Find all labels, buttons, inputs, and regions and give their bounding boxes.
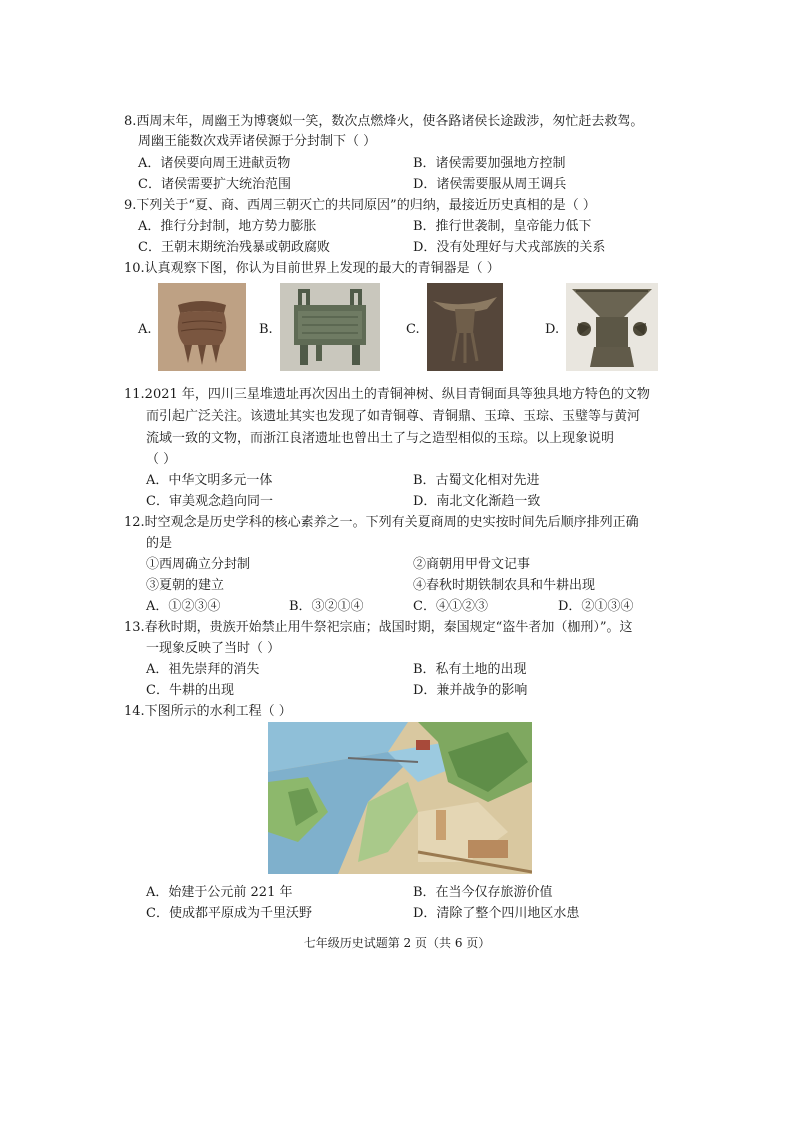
q13-option-a: A．祖先崇拜的消失 xyxy=(146,662,260,677)
q10-option-c-label: C. xyxy=(406,322,420,337)
q11-stem-line1: 11.2021 年，四川三星堆遗址再次因出土的青铜神树、纵目青铜面具等独具地方特色的文物 xyxy=(124,387,650,402)
bronze-jue-image xyxy=(427,283,503,371)
bronze-li-vessel-image xyxy=(158,283,246,371)
q11-stem-line4: （ ） xyxy=(146,452,177,467)
q13-stem-line1: 13.春秋时期，贵族开始禁止用牛祭祀宗庙；战国时期，秦国规定“盗牛者加（枷刑）”。这 xyxy=(124,620,633,635)
q8-option-c: C．诸侯需要扩大统治范围 xyxy=(138,177,291,192)
q11-stem-line2: 而引起广泛关注。该遗址其实也发现了如青铜尊、青铜鼎、玉璋、玉琮、玉璧等与黄河 xyxy=(146,409,641,424)
q10-option-b-label: B. xyxy=(259,322,273,337)
q9-stem: 9.下列关于“夏、商、西周三朝灭亡的共同原因”的归纳，最接近历史真相的是（ ） xyxy=(124,198,596,213)
q10-option-d-label: D. xyxy=(545,322,560,337)
q9-option-b: B．推行世袭制，皇帝能力低下 xyxy=(413,219,592,234)
q11-option-b: B．古蜀文化相对先进 xyxy=(413,473,540,488)
q12-item-4: ④春秋时期铁制农具和牛耕出现 xyxy=(413,578,596,593)
q12-item-1: ①西周确立分封制 xyxy=(146,557,251,572)
q12-option-b: B．③②①④ xyxy=(289,599,364,614)
q11-option-a: A．中华文明多元一体 xyxy=(146,473,273,488)
q11-option-d: D．南北文化渐趋一致 xyxy=(413,494,541,509)
q12-option-d: D．②①③④ xyxy=(558,599,634,614)
dujiangyan-map-image xyxy=(268,722,532,874)
bronze-zun-image xyxy=(566,283,658,371)
q9-option-d: D．没有处理好与犬戎部族的关系 xyxy=(413,240,606,255)
q9-option-c: C．王朝末期统治残暴或朝政腐败 xyxy=(138,240,330,255)
q11-option-c: C．审美观念趋向同一 xyxy=(146,494,273,509)
q8-stem-line2: 周幽王能数次戏弄诸侯源于分封制下（ ） xyxy=(138,134,377,149)
q10-stem: 10.认真观察下图，你认为目前世界上发现的最大的青铜器是（ ） xyxy=(124,261,500,276)
q12-stem-line2: 的是 xyxy=(146,536,173,551)
q12-stem-line1: 12.时空观念是历史学科的核心素养之一。下列有关夏商周的史实按时间先后顺序排列正确 xyxy=(124,515,639,530)
q13-option-d: D．兼并战争的影响 xyxy=(413,683,528,698)
q9-option-a: A．推行分封制，地方势力膨胀 xyxy=(138,219,317,234)
q11-stem-line3: 流域一致的文物，而浙江良渚遗址也曾出土了与之造型相似的玉琮。以上现象说明 xyxy=(146,431,615,446)
q14-option-d: D．清除了整个四川地区水患 xyxy=(413,906,580,921)
q12-item-2: ②商朝用甲骨文记事 xyxy=(413,557,531,572)
bronze-ding-image xyxy=(280,283,380,371)
q12-item-3: ③夏朝的建立 xyxy=(146,578,225,593)
q8-option-d: D．诸侯需要服从周王调兵 xyxy=(413,177,567,192)
q8-option-b: B．诸侯需要加强地方控制 xyxy=(413,156,566,171)
q14-stem: 14.下图所示的水利工程（ ） xyxy=(124,704,292,719)
q12-option-a: A．①②③④ xyxy=(146,599,221,614)
q8-stem-line1: 8.西周末年，周幽王为博褒姒一笑，数次点燃烽火，使各路诸侯长途跋涉，匆忙赶去救驾。 xyxy=(124,114,644,129)
q13-option-c: C．牛耕的出现 xyxy=(146,683,234,698)
q10-option-a-label: A. xyxy=(138,322,152,337)
q13-option-b: B．私有土地的出现 xyxy=(413,662,527,677)
q14-option-c: C．使成都平原成为千里沃野 xyxy=(146,906,312,921)
page-footer: 七年级历史试题第 2 页（共 6 页） xyxy=(303,936,491,950)
q14-option-a: A．始建于公元前 221 年 xyxy=(146,885,293,900)
q14-option-b: B．在当今仅存旅游价值 xyxy=(413,885,553,900)
q8-option-a: A．诸侯要向周王进献贡物 xyxy=(138,156,291,171)
q12-option-c: C．④①②③ xyxy=(413,599,488,614)
q13-stem-line2: 一现象反映了当时（ ） xyxy=(146,641,281,656)
